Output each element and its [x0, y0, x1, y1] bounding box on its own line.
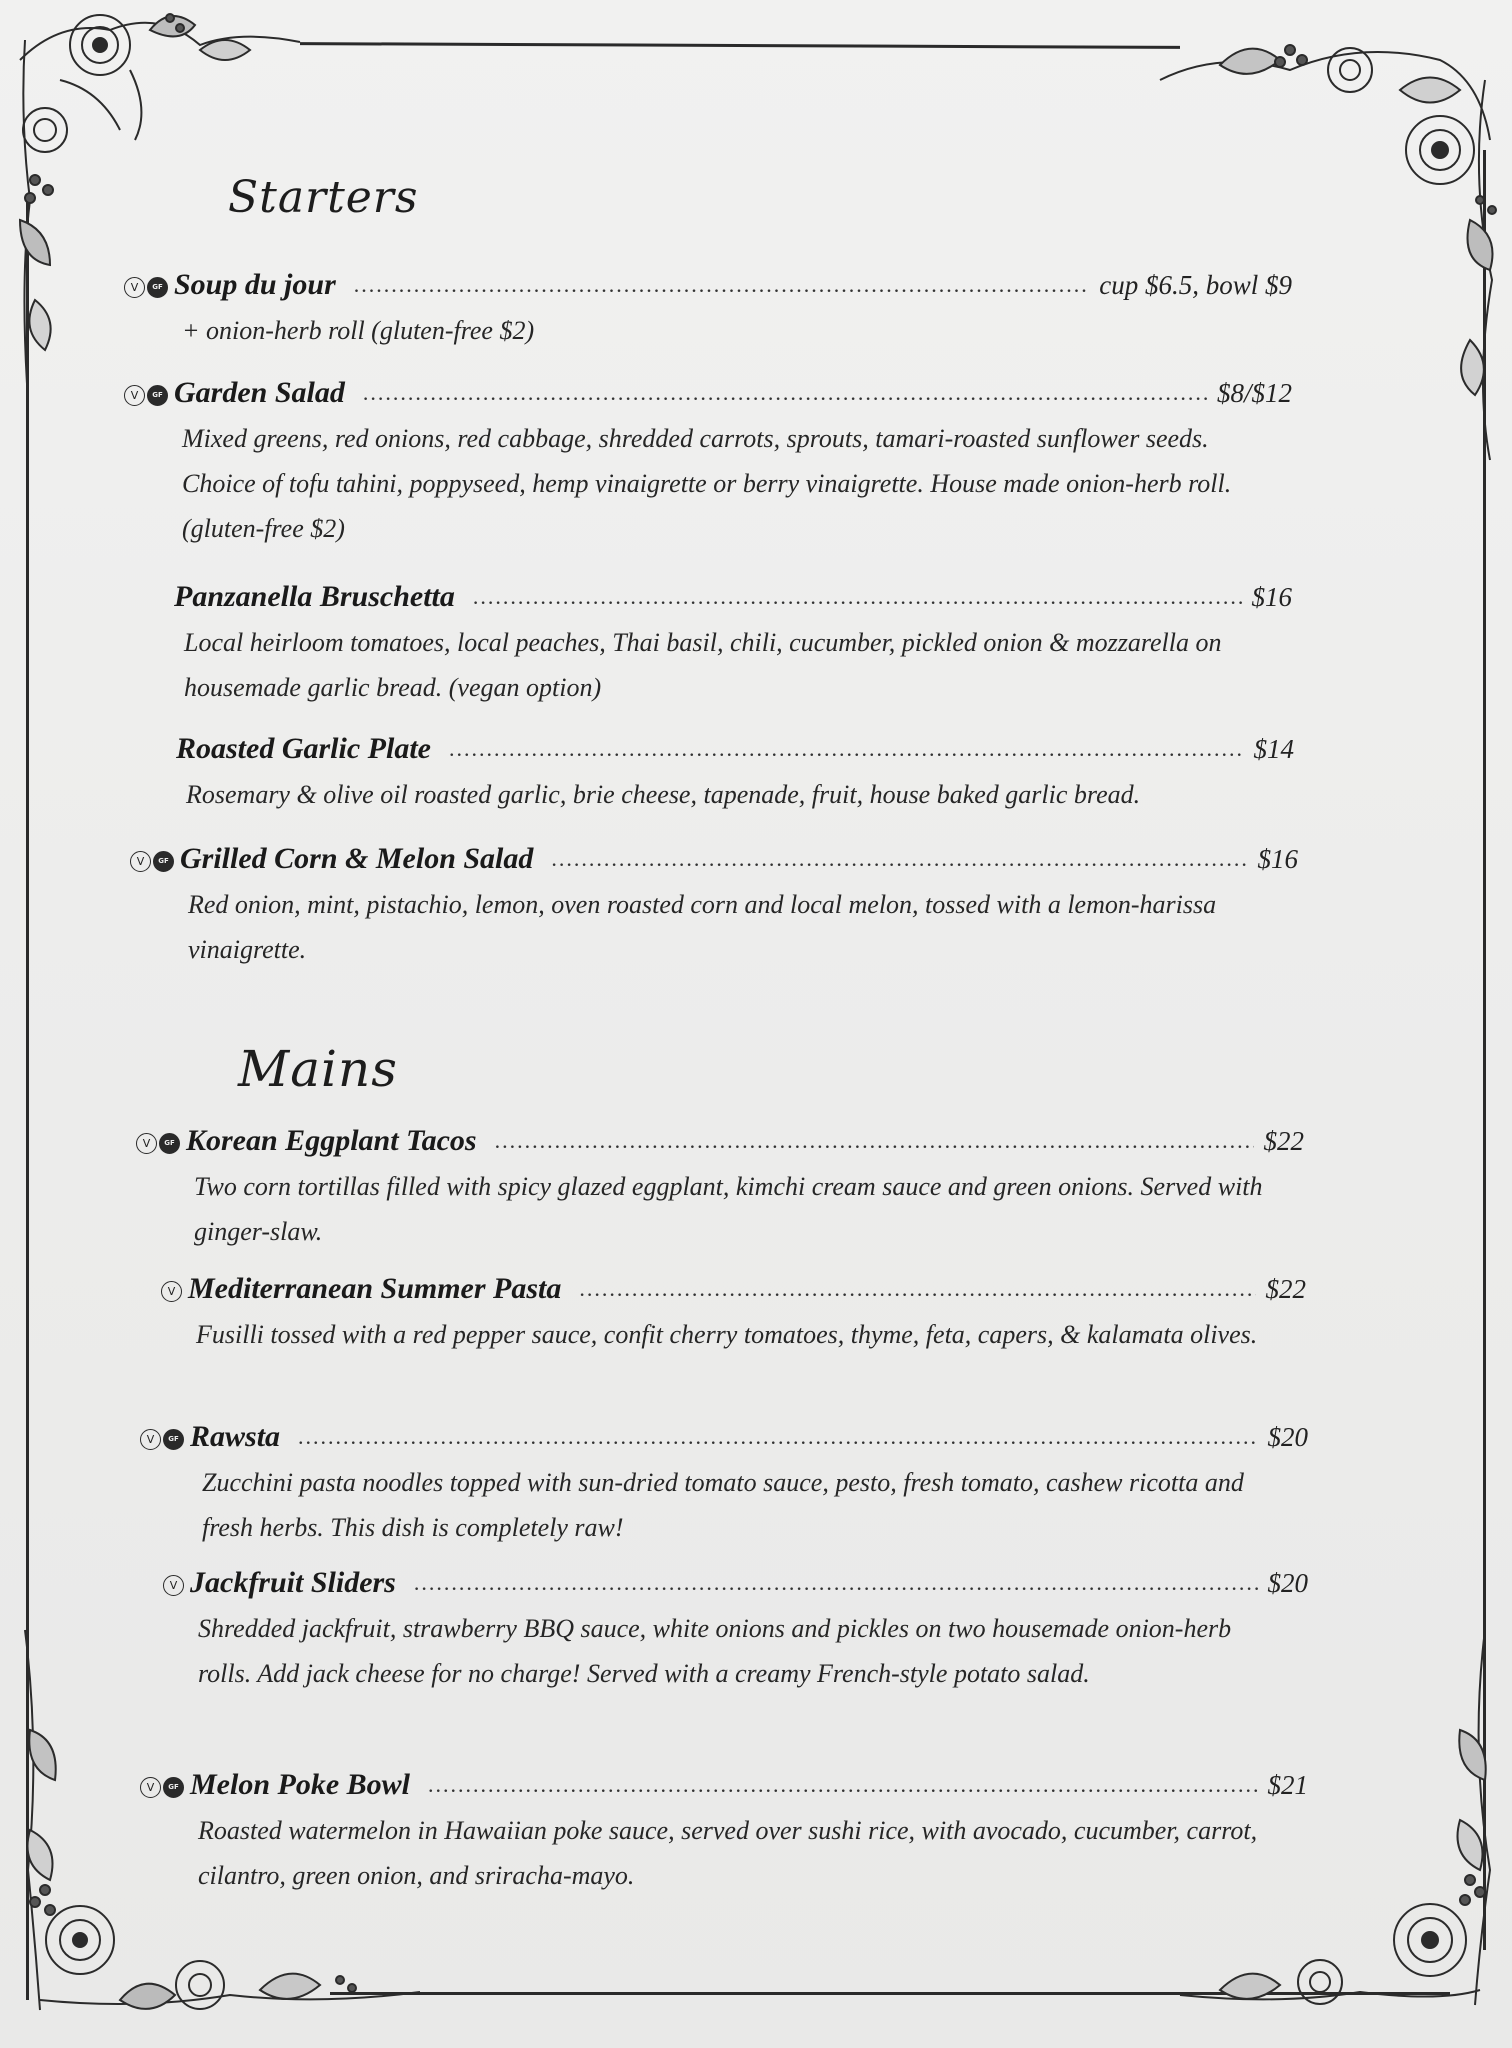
- dot-leader: [298, 1424, 1257, 1450]
- item-name: Roasted Garlic Plate: [176, 732, 431, 765]
- menu-item-mediterranean-summer-pasta: [126, 1272, 1306, 1357]
- item-description: Rosemary & olive oil roasted garlic, brie cheese, tapenade, fruit, house baked garlic bread.: [186, 780, 1141, 809]
- item-description: + onion-herb roll (gluten-free $2): [182, 316, 535, 345]
- item-description: Roasted watermelon in Hawaiian poke sauce, served over sushi rice, with avocado, cucumber, carrot, cilantro, green onion, and sriracha-mayo.: [198, 1816, 1258, 1890]
- item-name: Rawsta: [190, 1420, 281, 1453]
- item-description: Zucchini pasta noodles topped with sun-dried tomato sauce, pesto, fresh tomato, cashew ricotta and fresh herbs. This dish is completely raw!: [202, 1468, 1244, 1542]
- menu-item-melon-poke-bowl: [128, 1768, 1308, 1898]
- dot-leader: [551, 846, 1247, 872]
- menu-item-soup-du-jour: [112, 268, 1292, 353]
- item-name: Melon Poke Bowl: [190, 1768, 411, 1801]
- menu-item-panzanella-bruschetta: [112, 580, 1292, 710]
- item-badges: [126, 1284, 182, 1305]
- menu-item-jackfruit-sliders: [128, 1566, 1308, 1696]
- starters-heading: Starters: [228, 172, 419, 223]
- menu-item-rawsta: [128, 1420, 1308, 1550]
- vegan-icon: V: [140, 1429, 161, 1450]
- item-price: $20: [1267, 1568, 1308, 1598]
- item-price: $20: [1267, 1422, 1308, 1452]
- item-price: $22: [1265, 1274, 1306, 1304]
- item-price: $8/$12: [1216, 378, 1292, 408]
- item-badges: [124, 1136, 180, 1157]
- dot-leader: [495, 1128, 1254, 1154]
- item-description: Fusilli tossed with a red pepper sauce, confit cherry tomatoes, thyme, feta, capers, & kalamata olives.: [196, 1320, 1258, 1349]
- dot-leader: [363, 380, 1207, 406]
- menu-item-roasted-garlic-plate: [114, 732, 1294, 817]
- item-description: Local heirloom tomatoes, local peaches, Thai basil, chili, cucumber, pickled onion & mozzarella on housemade garlic bread. (vegan option): [184, 628, 1222, 702]
- dot-leader: [354, 272, 1090, 298]
- menu-item-korean-eggplant-tacos: [124, 1124, 1304, 1254]
- menu-item-garden-salad: [112, 376, 1292, 551]
- gluten-free-icon: GF: [153, 851, 174, 872]
- item-name: Garden Salad: [174, 376, 345, 409]
- item-badges: [112, 280, 168, 301]
- vegan-icon: V: [163, 1575, 184, 1596]
- item-badges: [112, 388, 168, 409]
- item-description: Shredded jackfruit, strawberry BBQ sauce, white onions and pickles on two housemade onion-herb rolls. Add jack cheese for no charge! Served with a creamy French-style potato salad.: [198, 1614, 1232, 1688]
- dot-leader: [473, 584, 1242, 610]
- item-price: $16: [1257, 844, 1298, 874]
- item-price: $21: [1267, 1770, 1308, 1800]
- gluten-free-icon: GF: [147, 277, 168, 298]
- item-badges: [128, 1578, 184, 1599]
- item-description: Red onion, mint, pistachio, lemon, oven roasted corn and local melon, tossed with a lemon-harissa vinaigrette.: [188, 890, 1217, 964]
- item-price: $22: [1263, 1126, 1304, 1156]
- item-badges: [128, 1780, 184, 1801]
- gluten-free-icon: GF: [163, 1429, 184, 1450]
- item-description: Mixed greens, red onions, red cabbage, shredded carrots, sprouts, tamari-roasted sunflower seeds. Choice of tofu tahini, poppyseed, hemp vinaigrette or berry vinaigrette. House made onion-herb roll. (gluten-free $2): [182, 424, 1232, 543]
- item-description: Two corn tortillas filled with spicy glazed eggplant, kimchi cream sauce and green onions. Served with ginger-slaw.: [194, 1172, 1263, 1246]
- dot-leader: [579, 1276, 1255, 1302]
- menu-item-grilled-corn-melon-salad: [118, 842, 1298, 972]
- item-name: Korean Eggplant Tacos: [186, 1124, 477, 1157]
- dot-leader: [414, 1570, 1258, 1596]
- gluten-free-icon: GF: [159, 1133, 180, 1154]
- gluten-free-icon: GF: [147, 385, 168, 406]
- vegan-icon: V: [161, 1281, 182, 1302]
- dot-leader: [449, 736, 1244, 762]
- gluten-free-icon: GF: [163, 1777, 184, 1798]
- item-name: Mediterranean Summer Pasta: [188, 1272, 562, 1305]
- vegan-icon: V: [124, 385, 145, 406]
- item-price: $16: [1251, 582, 1292, 612]
- item-price: cup $6.5, bowl $9: [1099, 270, 1292, 300]
- item-name: Soup du jour: [174, 268, 336, 301]
- item-name: Jackfruit Sliders: [190, 1566, 396, 1599]
- item-name: Panzanella Bruschetta: [174, 580, 455, 613]
- item-price: $14: [1253, 734, 1294, 764]
- mains-heading: Mains: [238, 1040, 398, 1098]
- dot-leader: [428, 1772, 1257, 1798]
- item-name: Grilled Corn & Melon Salad: [180, 842, 534, 875]
- vegan-icon: V: [130, 851, 151, 872]
- vegan-icon: V: [124, 277, 145, 298]
- item-badges: [128, 1432, 184, 1453]
- item-badges: [118, 854, 174, 875]
- vegan-icon: V: [136, 1133, 157, 1154]
- vegan-icon: V: [140, 1777, 161, 1798]
